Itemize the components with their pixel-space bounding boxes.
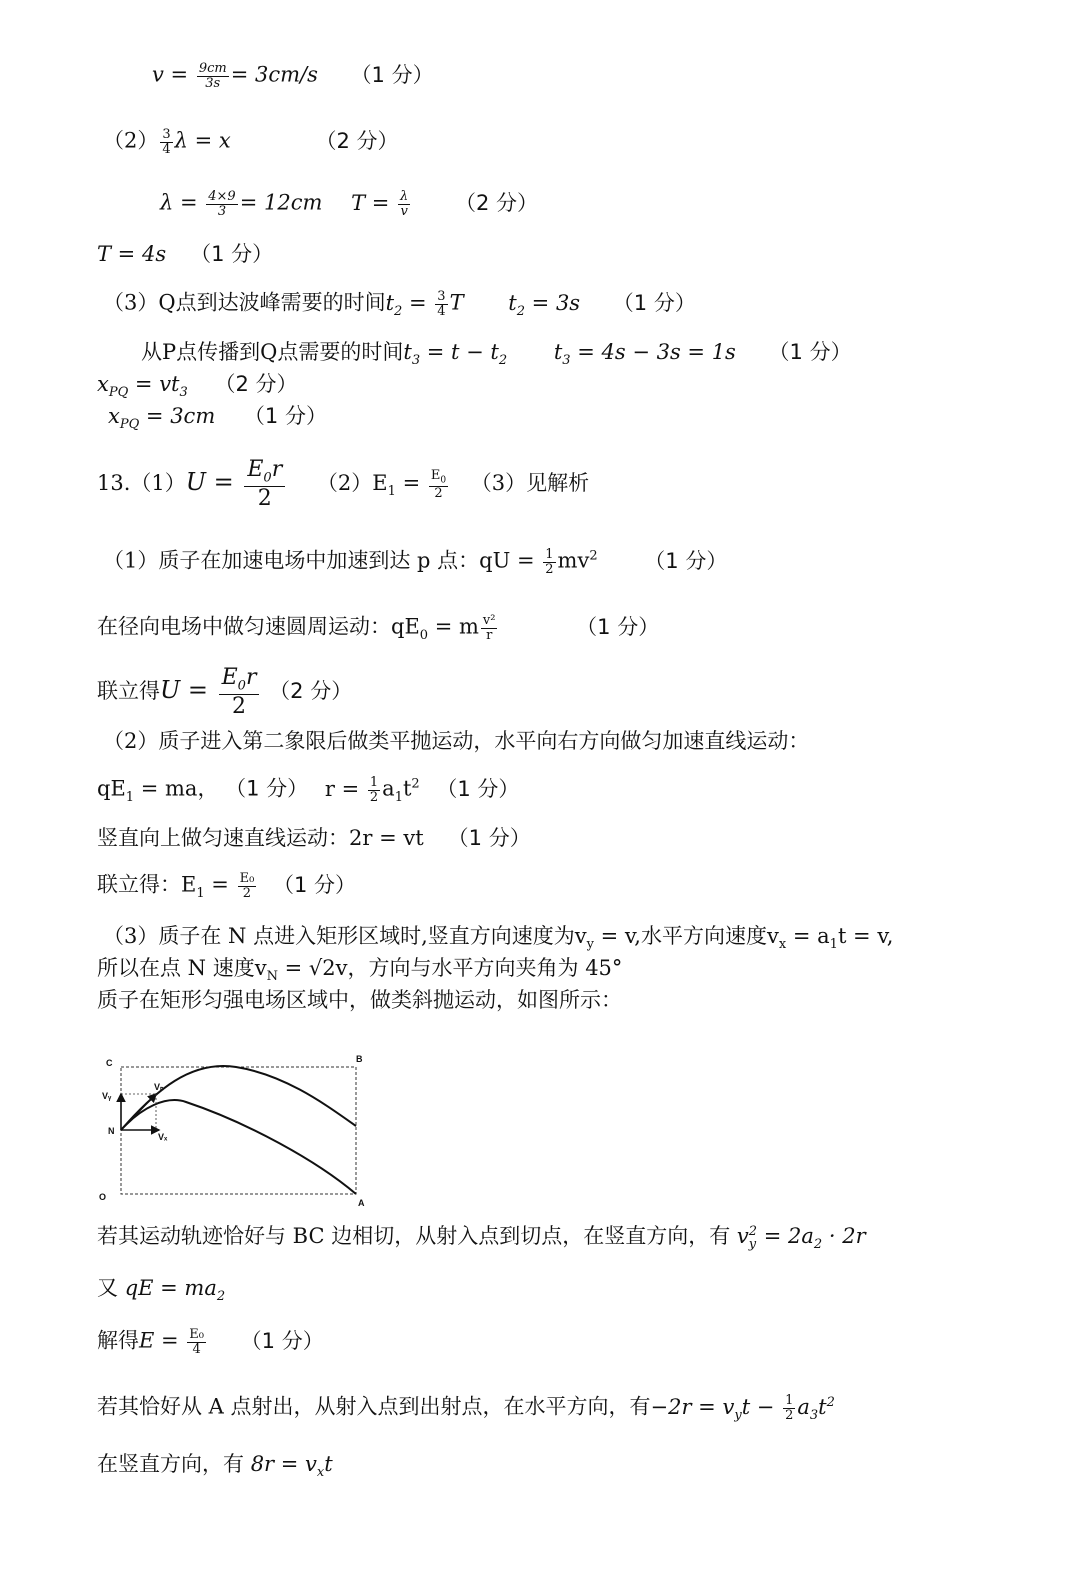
trajectory-diagram bbox=[96, 1050, 376, 1210]
q13-step1-accel: （1）质子在加速电场中加速到达 p 点：qU = $\frac{1}{2}$ $mv^2$ （1 分） bbox=[103, 547, 728, 577]
label-a: A bbox=[358, 1198, 365, 1208]
label-vy: Vᵧ bbox=[102, 1091, 112, 1101]
eq-period: T = 4s （1 分） bbox=[97, 242, 274, 266]
label-c: C bbox=[106, 1058, 113, 1068]
q13-step3-speed: 所以在点 N 速度$v_N = √2v$，方向与水平方向夹角为 45° bbox=[97, 956, 623, 985]
label-o: O bbox=[99, 1192, 107, 1202]
q13-step2-result: 联立得：$E_1$ = $\frac{\text{E₀}}{2}$ （1 分） bbox=[97, 871, 357, 901]
q13-step3-force: 又 qE = $ma_2$ bbox=[97, 1276, 226, 1305]
q13-step1-circular: 在径向电场中做匀速圆周运动：$qE_0 = m$ $\frac{\text{v²}}{r}$ （1 分） bbox=[97, 613, 660, 643]
tangent-trajectory bbox=[121, 1066, 356, 1130]
vn-arrow bbox=[121, 1094, 156, 1130]
eq-xpq-value: $x_{PQ} = 3cm$ （1 分） bbox=[108, 404, 327, 433]
label-vn: Vₙ bbox=[154, 1082, 164, 1092]
eq-xpq-formula: $x_{PQ} = vt_3$ （2 分） bbox=[97, 372, 298, 401]
q13-step3-exit-a-vertical: 在竖直方向，有 $8r = v_xt$ bbox=[97, 1452, 333, 1481]
eq-wavelength-relation: （2） $\frac{3}{4}$ λ = x （2 分） bbox=[103, 127, 399, 157]
label-vx: Vₓ bbox=[158, 1132, 168, 1142]
q13-step1-result: 联立得U = $\frac{E_0r}{2}$ （2 分） bbox=[97, 665, 353, 719]
q13-step3-figure-intro: 质子在矩形匀强电场区域中，做类斜抛运动，如图所示： bbox=[97, 988, 622, 1012]
q13-step2-intro: （2）质子进入第二象限后做类平抛运动，水平向右方向做匀加速直线运动： bbox=[103, 729, 810, 753]
q13-step3-exit-a-horizontal: 若其恰好从 A 点射出，从射入点到出射点，在水平方向，有$-2r = v_yt$ − $\frac{1}{2}$ $a_3t^2$ bbox=[97, 1393, 835, 1423]
eq-velocity: v = $\frac{9cm}{3s}$ = 3cm/s （1 分） bbox=[152, 61, 434, 91]
label-n: N bbox=[108, 1126, 115, 1136]
label-b: B bbox=[356, 1054, 363, 1064]
q13-step3-e-min: 解得E = $\frac{\text{E₀}}{4}$ （1 分） bbox=[97, 1327, 324, 1357]
q13-step2-horizontal: $qE_1$ = ma， （1 分） r = $\frac{1}{2}$ $a_1t^2$ （1 分） bbox=[97, 775, 520, 805]
q13-step3-intro: （3）质子在 N 点进入矩形区域时,竖直方向速度为$v_y = v$,水平方向速度$v_x = a_1t = v$, bbox=[103, 924, 894, 953]
eq-propagation-time: 从P点传播到Q点需要的时间$t_3 = t - t_2$ $t_3 = 4s - 3s = 1s$ （1 分） bbox=[141, 340, 852, 369]
eq-wavelength-value: λ = $\frac{4\times 9}{3}$ = 12cm T = $\frac{\lambda}{v}$ （2 分） bbox=[160, 189, 538, 219]
q13-step2-vertical: 竖直向上做匀速直线运动：2r = vt （1 分） bbox=[97, 826, 531, 850]
fraction: $\frac{9cm}{3s}$ bbox=[198, 61, 227, 91]
q13-step3-tangent: 若其运动轨迹恰好与 BC 边相切，从射入点到切点，在竖直方向，有 v 2 y = $2a_2 \cdot 2r$ bbox=[97, 1223, 866, 1253]
q13-summary: 13.（1）U = $\frac{E_0r}{2}$ $(2)E_1$ = $\frac{E_0}{2}$ （3）见解析 bbox=[97, 457, 590, 511]
eq-q-peak-time: （3）Q点到达波峰需要的时间$t_2$ = $\frac{3}{4}$ T $t_2 = 3s$ （1 分） bbox=[103, 289, 696, 319]
